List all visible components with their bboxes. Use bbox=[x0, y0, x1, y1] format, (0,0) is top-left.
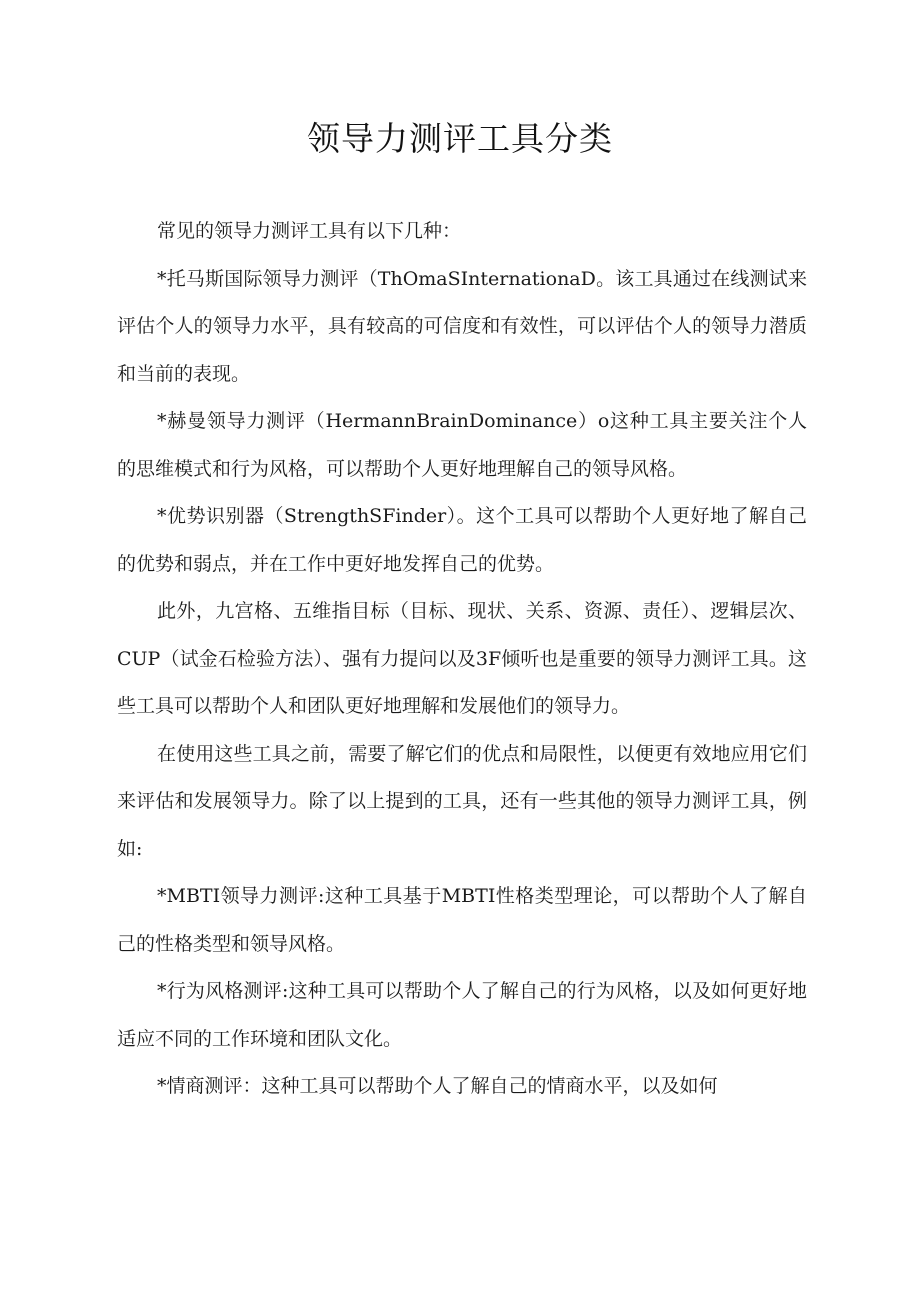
paragraph-strengthsfinder: *优势识别器（StrengthSFinder）。这个工具可以帮助个人更好地了解自己的优势和弱点，并在工作中更好地发挥自己的优势。 bbox=[117, 505, 807, 575]
paragraph-other-tools: 此外，九宫格、五维指目标（目标、现状、关系、资源、责任）、逻辑层次、CUP（试金石检验方法）、强有力提问以及3F倾听也是重要的领导力测评工具。这些工具可以帮助个人和团队更好地理解和发展他们的领导力。 bbox=[117, 600, 807, 717]
document-title: 领导力测评工具分类 bbox=[307, 119, 613, 158]
paragraph-eq: *情商测评：这种工具可以帮助个人了解自己的情商水平，以及如何 bbox=[157, 1075, 718, 1097]
paragraph-thomas-international: *托马斯国际领导力测评（ThOmaSInternationaD。该工具通过在线测试来评估个人的领导力水平，具有较高的可信度和有效性，可以评估个人的领导力潜质和当前的表现。 bbox=[117, 267, 807, 385]
paragraph-intro: 常见的领导力测评工具有以下几种： bbox=[157, 220, 462, 242]
paragraph-before-use: 在使用这些工具之前，需要了解它们的优点和局限性，以便更有效地应用它们来评估和发展领导力。除了以上提到的工具，还有一些其他的领导力测评工具，例如: bbox=[117, 742, 807, 860]
document-body bbox=[117, 208, 807, 1111]
paragraph-behavior-style: *行为风格测评:这种工具可以帮助个人了解自己的行为风格，以及如何更好地适应不同的工作环境和团队文化。 bbox=[117, 980, 807, 1050]
paragraph-mbti: *MBTI领导力测评:这种工具基于MBTI性格类型理论，可以帮助个人了解自己的性格类型和领导风格。 bbox=[117, 885, 807, 955]
paragraph-hermann: *赫曼领导力测评（HermannBrainDominance）o这种工具主要关注个人的思维模式和行为风格，可以帮助个人更好地理解自己的领导风格。 bbox=[117, 410, 807, 480]
